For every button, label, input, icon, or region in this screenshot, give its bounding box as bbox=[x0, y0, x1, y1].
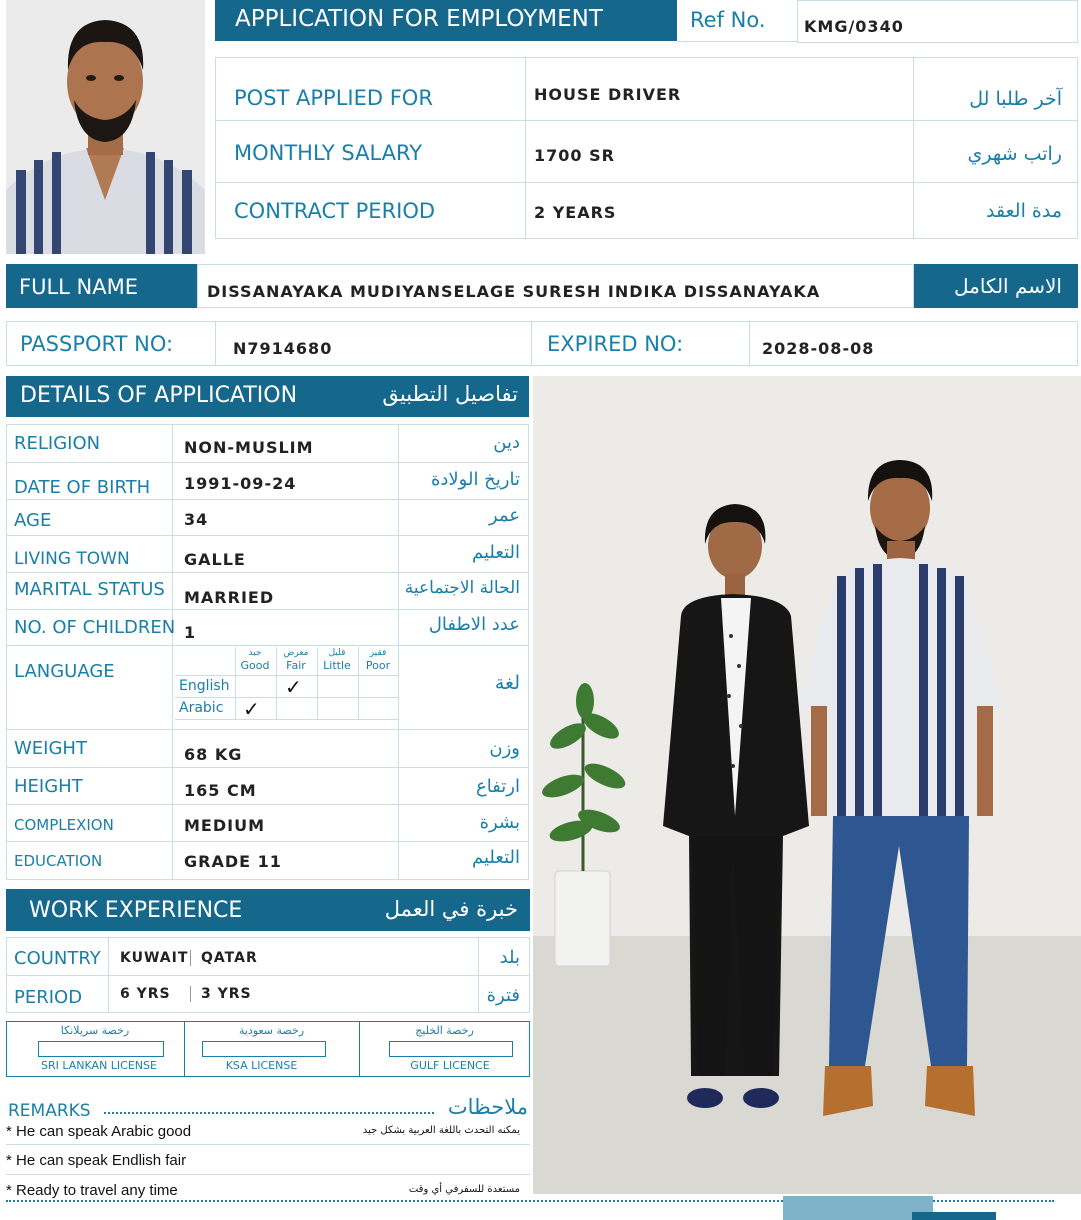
post-label-ar: آخر طلبا لل bbox=[969, 88, 1062, 110]
complexion-label: COMPLEXION bbox=[14, 816, 114, 834]
children-value: 1 bbox=[184, 623, 197, 642]
full-name-value: DISSANAYAKA MUDIYANSELAGE SURESH INDIKA DISSANAYAKA bbox=[197, 264, 914, 308]
height-label-ar: ارتفاع bbox=[475, 776, 520, 797]
children-label: NO. OF CHILDREN bbox=[14, 617, 176, 638]
language-grid bbox=[175, 647, 399, 729]
ksa-license-box bbox=[202, 1041, 326, 1057]
footer-accent-bar bbox=[783, 1196, 933, 1220]
marital-status-label-ar: الحالة الاجتماعية bbox=[404, 578, 520, 598]
row-line bbox=[6, 499, 529, 500]
period-1: 6 YRS bbox=[120, 986, 171, 1002]
work-title: WORK EXPERIENCE bbox=[29, 898, 243, 923]
remarks-label: REMARKS bbox=[8, 1101, 91, 1121]
contract-label-ar: مدة العقد bbox=[986, 200, 1062, 222]
details-title: DETAILS OF APPLICATION bbox=[20, 383, 298, 408]
row-line bbox=[6, 572, 529, 573]
passport-divider bbox=[215, 321, 216, 366]
remark-divider bbox=[6, 1174, 530, 1175]
remark-item: * He can speak Arabic good bbox=[6, 1123, 192, 1140]
marital-status-value: MARRIED bbox=[184, 588, 275, 607]
passport-label: PASSPORT NO: bbox=[20, 332, 174, 356]
passport-value: N7914680 bbox=[233, 339, 333, 358]
period-label-ar: فترة bbox=[486, 985, 520, 1006]
children-label-ar: عدد الاطفال bbox=[428, 614, 520, 635]
sri-lankan-license-ar: رخصة سريلانكا bbox=[60, 1024, 130, 1037]
remark-item: * Ready to travel any time bbox=[6, 1182, 178, 1199]
period-2: 3 YRS bbox=[201, 986, 252, 1002]
footer-accent-bar bbox=[912, 1212, 996, 1220]
applicant-portrait-photo bbox=[6, 0, 205, 254]
gulf-license-box bbox=[389, 1041, 513, 1057]
work-divider bbox=[108, 937, 109, 1013]
religion-label: RELIGION bbox=[14, 433, 101, 454]
row-line bbox=[6, 767, 529, 768]
ksa-license-ar: رخصة سعودية bbox=[238, 1024, 305, 1037]
remark-item-ar: يمكنه التحدث باللغة العربية بشكل جيد bbox=[362, 1125, 520, 1136]
complexion-value: MEDIUM bbox=[184, 816, 265, 835]
level-good: جيد Good bbox=[240, 648, 270, 672]
applicant-full-length-photo bbox=[533, 376, 1081, 1194]
row-line bbox=[6, 804, 529, 805]
period-separator bbox=[190, 986, 191, 1002]
age-label-ar: عمر bbox=[488, 505, 520, 526]
details-title-ar: تفاصيل التطبيق bbox=[382, 382, 518, 406]
work-divider bbox=[6, 975, 530, 976]
lang-arabic: Arabic bbox=[179, 700, 224, 716]
complexion-label-ar: بشرة bbox=[479, 812, 520, 833]
weight-label: WEIGHT bbox=[14, 738, 87, 759]
ref-label: Ref No. bbox=[690, 8, 766, 32]
religion-label-ar: دين bbox=[493, 432, 520, 453]
height-value: 165 CM bbox=[184, 781, 257, 800]
country-1: KUWAIT bbox=[120, 950, 189, 966]
expired-label: EXPIRED NO: bbox=[547, 332, 684, 356]
post-divider bbox=[215, 120, 1078, 121]
language-label-ar: لغة bbox=[494, 672, 520, 694]
age-value: 34 bbox=[184, 510, 209, 529]
marital-status-label: MARITAL STATUS bbox=[14, 579, 165, 600]
post-value: HOUSE DRIVER bbox=[534, 85, 682, 104]
education-value: GRADE 11 bbox=[184, 852, 282, 871]
page-title: APPLICATION FOR EMPLOYMENT bbox=[235, 6, 603, 32]
period-label: PERIOD bbox=[14, 987, 83, 1008]
lang-line bbox=[235, 647, 236, 719]
living-town-value: GALLE bbox=[184, 550, 246, 569]
english-fair-check-icon: ✓ bbox=[285, 675, 302, 699]
lang-line bbox=[276, 647, 277, 719]
weight-label-ar: وزن bbox=[489, 738, 520, 759]
age-label: AGE bbox=[14, 510, 52, 531]
remark-item: * He can speak Endlish fair bbox=[6, 1152, 187, 1169]
level-poor: فقير Poor bbox=[365, 648, 391, 672]
row-line bbox=[6, 841, 529, 842]
row-line bbox=[6, 535, 529, 536]
lang-english: English bbox=[179, 678, 230, 694]
post-divider bbox=[525, 57, 526, 239]
living-town-label-ar: التعليم bbox=[472, 542, 520, 563]
lang-line bbox=[358, 647, 359, 719]
passport-divider bbox=[531, 321, 532, 366]
level-fair: معرض Fair bbox=[283, 648, 309, 672]
row-line bbox=[6, 609, 529, 610]
remark-divider bbox=[6, 1144, 530, 1145]
sri-lankan-license-label: SRI LANKAN LICENSE bbox=[41, 1059, 157, 1072]
row-line bbox=[6, 462, 529, 463]
work-title-ar: خبرة في العمل bbox=[384, 897, 518, 921]
ref-value: KMG/0340 bbox=[797, 0, 1078, 43]
education-label-ar: التعليم bbox=[472, 847, 520, 868]
gulf-license-label: GULF LICENCE bbox=[410, 1059, 490, 1072]
ksa-license-label: KSA LICENSE bbox=[225, 1059, 298, 1072]
living-town-label: LIVING TOWN bbox=[14, 549, 130, 569]
salary-label-ar: راتب شهري bbox=[967, 143, 1062, 165]
lang-line bbox=[317, 647, 318, 719]
weight-value: 68 KG bbox=[184, 745, 243, 764]
religion-value: NON-MUSLIM bbox=[184, 438, 314, 457]
salary-label: MONTHLY SALARY bbox=[234, 141, 423, 165]
remark-item-ar: مستعدة للسفرفي أي وقت bbox=[408, 1184, 520, 1195]
remarks-dots bbox=[104, 1112, 434, 1114]
row-line bbox=[6, 729, 529, 730]
gulf-license-ar: رخصة الخليج bbox=[415, 1024, 474, 1037]
country-2: QATAR bbox=[201, 950, 258, 966]
expired-value: 2028-08-08 bbox=[762, 339, 875, 358]
title-banner bbox=[215, 0, 677, 41]
sri-lankan-license-box bbox=[38, 1041, 164, 1057]
dob-value: 1991-09-24 bbox=[184, 474, 297, 493]
language-label: LANGUAGE bbox=[14, 661, 115, 682]
country-label-ar: بلد bbox=[499, 947, 520, 968]
country-label: COUNTRY bbox=[14, 948, 101, 969]
passport-divider bbox=[749, 321, 750, 366]
ref-underline bbox=[677, 41, 797, 42]
level-little: قليل Little bbox=[323, 648, 351, 672]
contract-label: CONTRACT PERIOD bbox=[234, 199, 436, 223]
lang-line bbox=[175, 719, 399, 720]
post-label: POST APPLIED FOR bbox=[234, 86, 433, 110]
dob-label-ar: تاريخ الولادة bbox=[430, 469, 520, 490]
contract-value: 2 YEARS bbox=[534, 203, 617, 222]
dob-label: DATE OF BIRTH bbox=[14, 477, 151, 498]
full-name-label: FULL NAME bbox=[6, 264, 197, 308]
post-divider bbox=[913, 57, 914, 239]
arabic-good-check-icon: ✓ bbox=[243, 697, 260, 721]
country-separator bbox=[190, 950, 191, 966]
details-divider bbox=[172, 424, 173, 880]
remarks-label-ar: ملاحظات bbox=[447, 1095, 528, 1119]
salary-value: 1700 SR bbox=[534, 146, 615, 165]
work-divider bbox=[478, 937, 479, 1013]
post-divider bbox=[215, 182, 1078, 183]
height-label: HEIGHT bbox=[14, 776, 83, 797]
full-name-label-ar: الاسم الكامل bbox=[914, 264, 1078, 308]
education-label: EDUCATION bbox=[14, 852, 103, 870]
row-line bbox=[6, 645, 529, 646]
